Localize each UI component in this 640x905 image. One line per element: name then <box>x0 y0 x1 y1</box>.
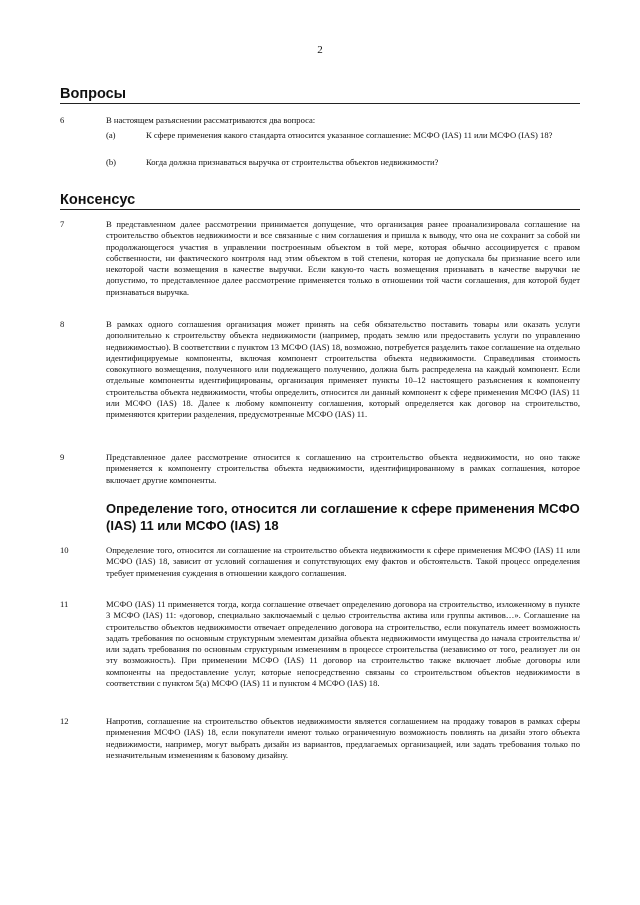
sub-item-label: (b) <box>106 157 117 167</box>
sub-item-a <box>106 130 580 141</box>
paragraph-text: В рамках одного соглашения организация может принять на себя обязательство поставить товары или оказать услуги дополнительно к строительству объекта недвижимости (например, продать землю или предоставить услуги по управлению недвижимостью). В соответствии с пунктом 13 МСФО (IAS) 18, возможно, потребуется разделить такое соглашение на отдельно идентифицируемые компоненты, включая компонент строительства объекта недвижимости. Справедливая стоимость совокупного возмещения, полученного или подлежащего получению, должна быть распределена на каждый компонент. Если отдельные компоненты идентифицированы, организация применяет пункты 10–12 настоящего разъяснения к компоненту строительства объекта недвижимости, чтобы определить, относится ли данный компонент к сфере применения МСФО (IAS) 11 или МСФО (IAS) 18. Далее к любому компоненту соглашения, который определяется как договор на строительство, применяются критерии разделения, предусмотренные МСФО (IAS) 11. <box>106 319 580 420</box>
paragraph-text: В настоящем разъяснении рассматриваются два вопроса: <box>106 115 316 125</box>
paragraph-7 <box>60 219 580 298</box>
paragraph-10 <box>60 545 580 579</box>
paragraph-11 <box>60 599 580 689</box>
paragraph-text: В представленном далее рассмотрении принимается допущение, что организация ранее проанализировала соглашение на строительство объектов недвижимости и все связанные с ним соглашения и пришла к выводу, что она не сохранит за собой ни продолжающегося участия в управлении построенным объектом в той мере, которая обычно ассоциируется с правом собственности, ни фактического контроля над этим объектом в той степени, которая не допускала бы признание всего или некоторой части возмещения в качестве выручки. Если какую-то часть возмещения признавать в качестве выручки не допустимо, то представленное далее рассмотрение применяется только в отношении той части соглашения, для которой будет признаваться выручка. <box>106 219 580 297</box>
paragraph-number: 12 <box>60 716 69 726</box>
sub-item-label: (a) <box>106 130 116 140</box>
paragraph-9 <box>60 452 580 486</box>
paragraph-number: 6 <box>60 115 65 125</box>
paragraph-number: 11 <box>60 599 69 609</box>
paragraph-text: Определение того, относится ли соглашение на строительство объекта недвижимости к сфере применения МСФО (IAS) 11 или МСФО (IAS) 18, зависит от условий соглашения и сопутствующих ему фактов и обстоятельств. Такой процесс определения требует применения суждения в отношении каждого соглашения. <box>106 545 580 578</box>
sub-item-text: Когда должна признаваться выручка от строительства объектов недвижимости? <box>146 157 439 167</box>
paragraph-number: 10 <box>60 545 69 555</box>
paragraph-number: 7 <box>60 219 65 229</box>
subsection-heading-scope: Определение того, относится ли соглашение к сфере применения МСФО (IAS) 11 или МСФО (IAS) 18 <box>106 501 580 533</box>
paragraph-number: 8 <box>60 319 65 329</box>
section-heading-consensus: Консенсус <box>60 192 580 210</box>
section-heading-questions: Вопросы <box>60 86 580 104</box>
page-number: 2 <box>317 44 323 56</box>
sub-item-text: К сфере применения какого стандарта относится указанное соглашение: МСФО (IAS) 11 или МСФО (IAS) 18? <box>146 130 553 140</box>
paragraph-text: Представленное далее рассмотрение относится к соглашению на строительство объекта недвижимости, но оно также применяется к компоненту строительства объекта недвижимости, идентифицированному в рамках соглашения, которое включает другие компоненты. <box>106 452 580 485</box>
paragraph-text: МСФО (IAS) 11 применяется тогда, когда соглашение отвечает определению договора на строительство, изложенному в пункте 3 МСФО (IAS) 11: «договор, специально заключаемый с целью строительства актива или группы активов…». Соглашение на строительство объектов недвижимости отвечает определению договора на строительство, если покупатель имеет возможность задать требования по основным структурным элементам дизайна объекта недвижимости имущества до начала строительства и/или задать требования по основным структурным изменениям в процессе строительства (независимо от того, реализует ли он эту возможность). При применении МСФО (IAS) 11 договор на строительство также включает любые договоры или компоненты на предоставление услуг, которые непосредственно связаны со строительством объектов недвижимости в соответствии с пунктом 5(a) МСФО (IAS) 11 и пунктом 4 МСФО (IAS) 18. <box>106 599 580 689</box>
paragraph-12 <box>60 716 580 761</box>
paragraph-number: 9 <box>60 452 65 462</box>
paragraph-8 <box>60 319 580 421</box>
sub-item-b <box>106 157 580 168</box>
paragraph-text: Напротив, соглашение на строительство объектов недвижимости является соглашением на продажу товаров в рамках сферы применения МСФО (IAS) 18, если покупатели имеют только ограниченную возможность повлиять на дизайн этого объекта недвижимости, например, могут выбрать дизайн из вариантов, предлагаемых организацией, или задать требования только по незначительным изменениям к базовому дизайну. <box>106 716 580 760</box>
paragraph-6 <box>60 115 580 126</box>
